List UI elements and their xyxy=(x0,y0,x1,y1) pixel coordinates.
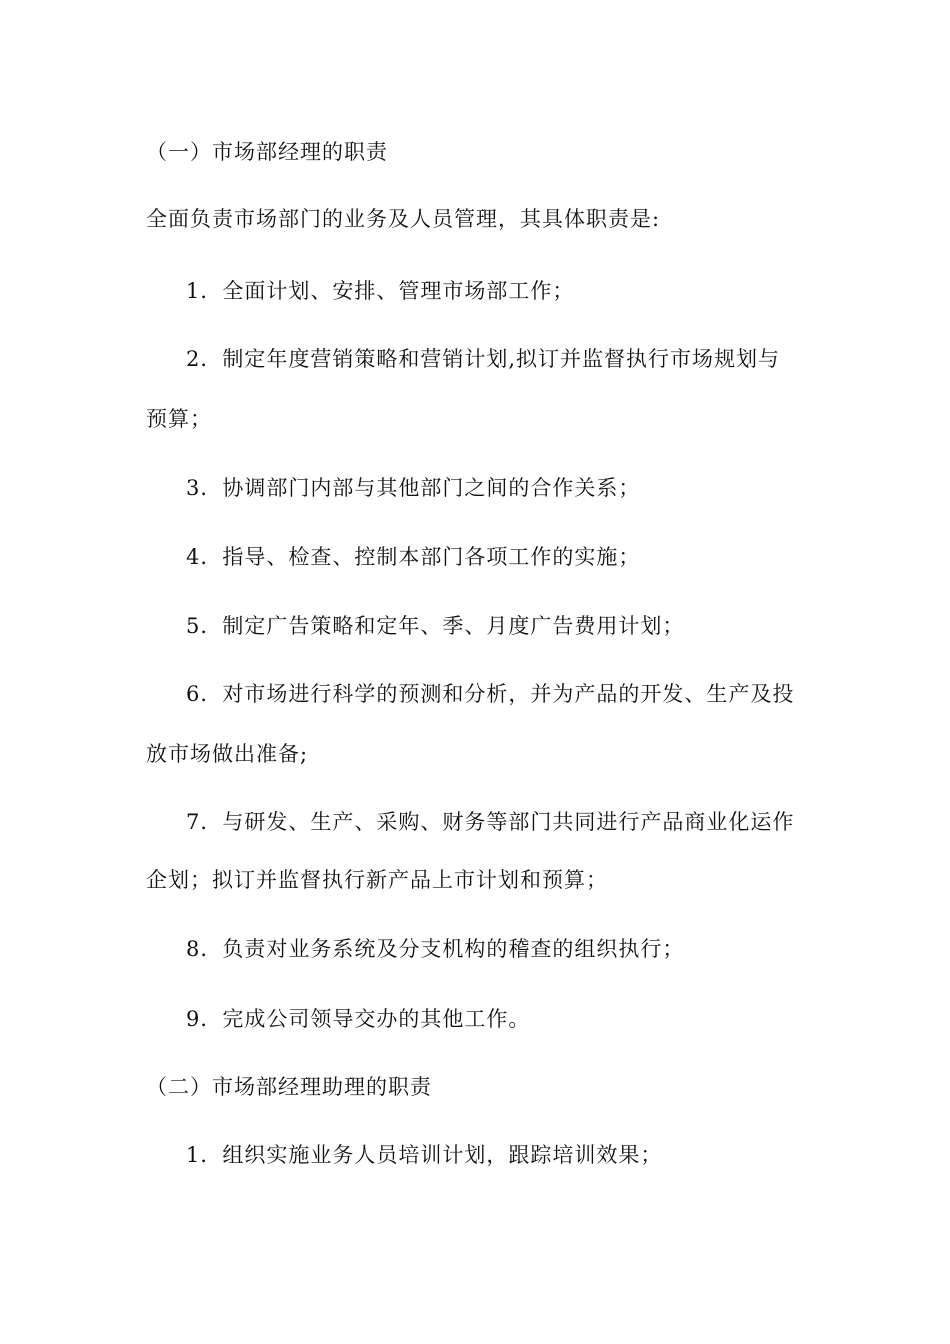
list-item: 1．全面计划、安排、管理市场部工作； xyxy=(186,279,575,303)
list-item-continuation: 放市场做出准备; xyxy=(146,742,309,766)
list-item: 6．对市场进行科学的预测和分析，并为产品的开发、生产及投 xyxy=(186,682,795,706)
list-item: 9．完成公司领导交办的其他工作。 xyxy=(186,1007,531,1031)
list-item: 7．与研发、生产、采购、财务等部门共同进行产品商业化运作 xyxy=(186,810,795,834)
list-item: 1．组织实施业务人员培训计划，跟踪培训效果； xyxy=(186,1143,663,1167)
list-item: 8．负责对业务系统及分支机构的稽查的组织执行； xyxy=(186,937,685,961)
list-item: 5．制定广告策略和定年、季、月度广告费用计划； xyxy=(186,614,685,638)
list-item-continuation: 企划；拟订并监督执行新产品上市计划和预算； xyxy=(146,868,608,892)
section-heading: （一）市场部经理的职责 xyxy=(146,140,388,164)
list-item: 2．制定年度营销策略和营销计划,拟订并监督执行市场规划与 xyxy=(186,347,781,371)
list-item: 3．协调部门内部与其他部门之间的合作关系； xyxy=(186,476,641,500)
list-item-continuation: 预算； xyxy=(146,407,212,431)
list-item: 4．指导、检查、控制本部门各项工作的实施； xyxy=(186,545,641,569)
intro-paragraph: 全面负责市场部门的业务及人员管理，其具体职责是: xyxy=(146,207,661,231)
section-heading: （二）市场部经理助理的职责 xyxy=(146,1075,432,1099)
